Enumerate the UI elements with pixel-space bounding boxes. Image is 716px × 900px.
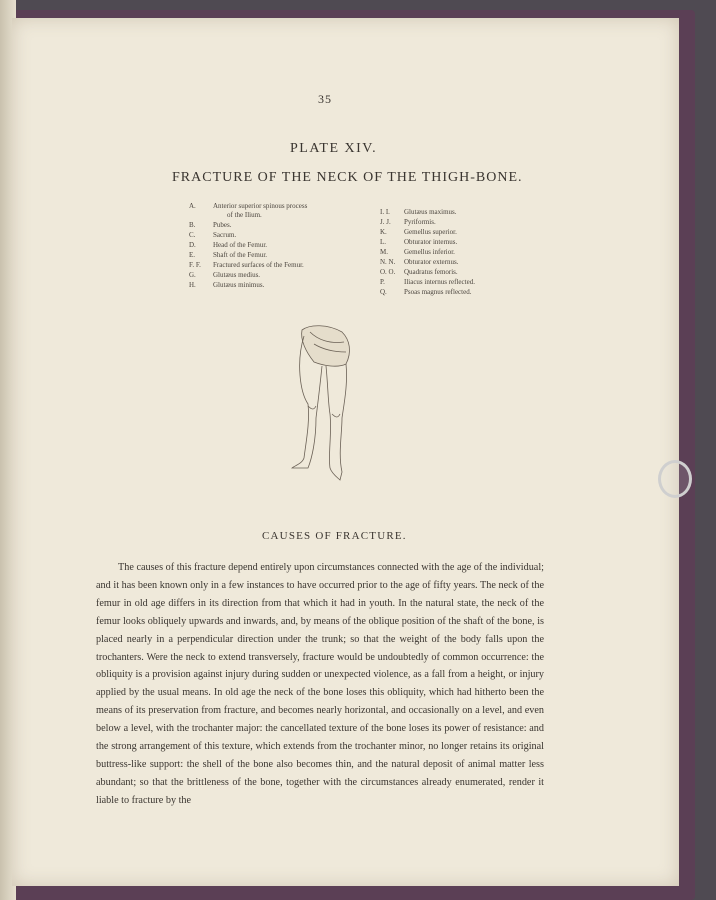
- legend-item: [380, 257, 520, 267]
- body-text: The causes of this fracture depend entirely upon circumstances connected with the age of the individual; and it has been known only in a few instances to have occurred prior to the age of fifty years. The neck of the femur in old age differs in its direction from that which it had in youth. In the natural state, the neck of the femur looks obliquely upwards and inwards, and, by means of the oblique position of the shaft of the bone, is placed nearly in a perpendicular direction under the trunk; so that the weight of the body falls upon the trochanters. Were the neck to extend transversely, fracture would be undoubtedly of common occurrence: the obliquity is a provision against injury during sudden or unexpected violence, as a fall from a height, or injury applied by the usual means. In old age the neck of the bone loses this obliquity, which had hitherto been the means of its preservation from fracture, and becomes nearly horizontal, and occasionally on a level, and even below a level, with the trochanter major: the cancellated texture of the bone loses its power of resistance: and the strong arrangement of this texture, which extends from the trochanter minor, no longer retains its original buttress-like support: the shell of the bone also becomes thin, and the natural deposit of animal matter less abundant; so that the brittleness of the bone, together with the circumstances already enumerated, render it liable to fracture by the: [96, 562, 544, 806]
- legend-label: Gemellus inferior.: [404, 248, 455, 256]
- plate-title: PLATE XIV.: [290, 141, 378, 156]
- legend-left: [189, 201, 359, 290]
- legend-key: K.: [380, 228, 387, 236]
- legend-label: Glutæus medius.: [213, 271, 261, 279]
- page-number: 35: [318, 92, 332, 106]
- legend-label: Shaft of the Femur.: [213, 251, 268, 259]
- legend-item: [189, 270, 359, 280]
- legend-key: B.: [189, 221, 196, 229]
- legend-item: [189, 280, 359, 290]
- legend-label: Anterior superior spinous process: [213, 202, 308, 210]
- legend-label-continued: of the Ilium.: [227, 211, 262, 219]
- legend-key: A.: [189, 202, 196, 210]
- legend-label: Quadratus femoris.: [404, 268, 458, 276]
- ribbon-clasp-icon: [658, 460, 692, 498]
- legend-key: C.: [189, 231, 196, 239]
- legend-label: Fractured surfaces of the Femur.: [213, 261, 304, 269]
- legend-item: [380, 237, 520, 247]
- legend-item: [380, 247, 520, 257]
- legend-key: G.: [189, 271, 196, 279]
- legend-item: [189, 201, 359, 211]
- legend-label: Obturator externus.: [404, 258, 459, 266]
- legend-label: Sacrum.: [213, 231, 237, 239]
- section-heading: CAUSES OF FRACTURE.: [262, 530, 407, 542]
- legend-item: [380, 207, 520, 217]
- legend-item: [189, 220, 359, 230]
- page-title: FRACTURE OF THE NECK OF THE THIGH-BONE.: [172, 170, 523, 185]
- legend-item: [189, 260, 359, 270]
- legend-right: [380, 207, 520, 297]
- legend-key: O. O.: [380, 268, 396, 276]
- legend-label: Head of the Femur.: [213, 241, 268, 249]
- legend-label: Gemellus superior.: [404, 228, 457, 236]
- legend-item: [380, 227, 520, 237]
- legend-key: E.: [189, 251, 196, 259]
- legend-item: [189, 230, 359, 240]
- legend-label: Iliacus internus reflected.: [404, 278, 475, 286]
- legend-key: N. N.: [380, 258, 396, 266]
- legend-key: F. F.: [189, 261, 201, 269]
- legend-label: Glutæus minimus.: [213, 281, 265, 289]
- legend-label: Psoas magnus reflected.: [404, 288, 472, 296]
- legend-item: [380, 217, 520, 227]
- legend-key: H.: [189, 281, 196, 289]
- legend-label: Glutæus maximus.: [404, 208, 457, 216]
- legend-label: Pyriformis.: [404, 218, 436, 226]
- legend-item: [380, 287, 520, 297]
- legend-item: [189, 240, 359, 250]
- legend-item: [380, 277, 520, 287]
- legend-key: D.: [189, 241, 196, 249]
- legend-key: M.: [380, 248, 388, 256]
- legend-label: Pubes.: [213, 221, 232, 229]
- legend-key: P.: [380, 278, 385, 286]
- legend-key: L.: [380, 238, 387, 246]
- legend-label: Obturator internus.: [404, 238, 458, 246]
- legs-illustration: [280, 322, 360, 492]
- legend-key: I. I.: [380, 208, 390, 216]
- legend-key: J. J.: [380, 218, 391, 226]
- legend-key: Q.: [380, 288, 387, 296]
- legend-item: [380, 267, 520, 277]
- legend-item: [189, 250, 359, 260]
